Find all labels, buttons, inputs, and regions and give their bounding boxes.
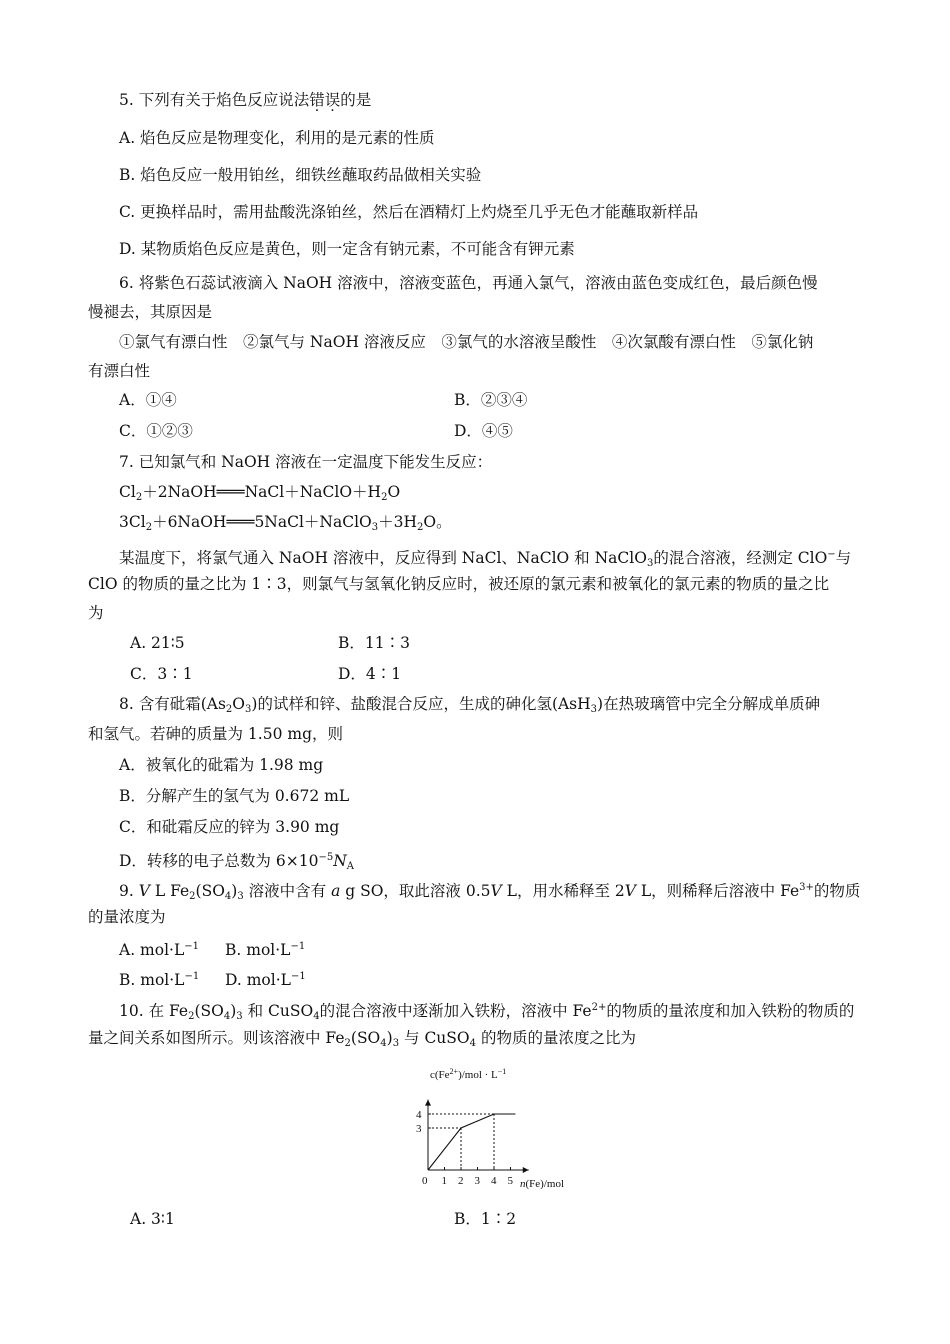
- q7-option-b: B．11∶3: [338, 634, 410, 652]
- q9-option-d: D. $mol\cdot L^{-1}$: [225, 971, 306, 989]
- q6-option-a: A．①④: [119, 391, 177, 409]
- chart-series-line: [428, 1114, 515, 1170]
- q8-option-d: D．转移的电子总数为 $6\times 10^{-5}N_A$: [119, 852, 354, 872]
- chart-x-tick-label: 3: [474, 1175, 480, 1187]
- chart-x-tick-label: 5: [507, 1175, 513, 1187]
- q8-option-a: A．被氧化的砒霜为 1.98 mg: [119, 756, 324, 774]
- q8-option-c: C．和砒霜反应的锌为 3.90 mg: [119, 818, 340, 836]
- q6-option-c: C．①②③: [119, 422, 193, 440]
- q7-condition-line2: ClO 的物质的量之比为 1∶3，则氯气与氢氧化钠反应时，被还原的氯元素和被氧化的氯元素的物质的量之比: [88, 575, 830, 593]
- q10-option-b: B．1∶2: [454, 1210, 517, 1228]
- q9-stem-line1: 9. V L $Fe_2(SO_4)_3$ 溶液中含有 a g SO，取此溶液 0.5V L，用水稀释至 2V L，则稀释后溶液中 $Fe^{3+}$的物质: [119, 882, 861, 902]
- q7-option-c: C．3∶1: [130, 665, 193, 683]
- q5-emph-2: 误: [324, 91, 341, 109]
- chart-y-axis-label: $c(Fe^{2+})$/mol · $L^{-1}$: [430, 1067, 507, 1081]
- q8-stem-line2: 和氢气。若砷的质量为 1.50 mg，则: [88, 725, 343, 743]
- chart-x-axis-label: n(Fe)/mol: [520, 1178, 564, 1190]
- chart-y-tick-label: 3: [416, 1123, 422, 1135]
- q6-statements-cont: 有漂白性: [88, 362, 151, 380]
- q7-equation-1: $Cl_2+2NaOH═══NaCl+NaClO+H_2O$: [119, 483, 401, 503]
- q5-option-b: B. 焰色反应一般用铂丝，细铁丝蘸取药品做相关实验: [119, 166, 482, 184]
- q10-stem-line1: 10. 在 $Fe_2(SO_4)_3$ 和 CuSO$_4$的混合溶液中逐渐加入铁粉，溶液中 $Fe^{2+}$的物质的量浓度和加入铁粉的物质的: [119, 1002, 855, 1022]
- chart-x-tick-label: 1: [441, 1175, 447, 1187]
- q5-stem: 5. 下列有关于焰色反应说法错误的是: [119, 91, 372, 109]
- q7-option-a: A. 21∶5: [130, 634, 185, 652]
- chart-x-tick-label: 2: [458, 1175, 464, 1187]
- q7-equation-2: $3Cl_2+6NaOH═══5NaCl+NaClO_3+3H_2O$。: [119, 513, 452, 533]
- q5-option-c: C. 更换样品时，需用盐酸洗涤铂丝，然后在酒精灯上灼烧至几乎无色才能蘸取新样品: [119, 203, 699, 221]
- q9-stem-line2: 的量浓度为: [88, 908, 166, 926]
- chart-x-tick-label: 4: [491, 1175, 497, 1187]
- q9-option-c: B. $mol\cdot L^{-1}$: [119, 971, 200, 989]
- q5-emph-1: 错: [309, 91, 325, 109]
- q9-option-b: B. $mol\cdot L^{-1}$: [225, 941, 306, 959]
- q7-stem: 7. 已知氯气和 NaOH 溶液在一定温度下能发生反应：: [119, 453, 493, 471]
- q7-condition-line3: 为: [88, 604, 104, 622]
- q6-stem-line2: 慢褪去，其原因是: [88, 303, 213, 321]
- chart-y-tick-label: 4: [416, 1109, 422, 1121]
- q6-option-b: B．②③④: [454, 391, 528, 409]
- q9-option-a: A. $mol\cdot L^{-1}$: [119, 941, 200, 959]
- q5-option-a: A. 焰色反应是物理变化，利用的是元素的性质: [119, 129, 435, 147]
- fe-concentration-chart: [400, 1062, 590, 1197]
- q7-option-d: D．4∶1: [338, 665, 402, 683]
- q10-stem-line2: 量之间关系如图所示。则该溶液中 $Fe_2(SO_4)_3$ 与 CuSO$_4$ 的物质的量浓度之比为: [88, 1029, 636, 1049]
- q8-stem-line1: 8. 含有砒霜$(As_2O_3)$的试样和锌、盐酸混合反应，生成的砷化氢(AsH$_3$)在热玻璃管中完全分解成单质砷: [119, 695, 821, 715]
- chart-x-tick-label: 0: [422, 1175, 428, 1187]
- chart-y-axis-arrow: [425, 1100, 431, 1106]
- q10-option-a: A. 3∶1: [130, 1210, 175, 1228]
- q6-option-d: D．④⑤: [454, 422, 513, 440]
- q7-condition-line1: 某温度下，将氯气通入 NaOH 溶液中，反应得到 NaCl、NaClO 和 NaClO$_3$的混合溶液，经测定 ClO−与: [119, 549, 852, 569]
- chart-x-axis-arrow: [523, 1167, 529, 1173]
- q6-statements: ①氯气有漂白性 ②氯气与 NaOH 溶液反应 ③氯气的水溶液呈酸性 ④次氯酸有漂白性 ⑤氯化钠: [119, 333, 814, 351]
- q8-option-b: B．分解产生的氢气为 0.672 mL: [119, 787, 350, 805]
- q5-option-d: D. 某物质焰色反应是黄色，则一定含有钠元素，不可能含有钾元素: [119, 240, 575, 258]
- q6-stem-line1: 6. 将紫色石蕊试液滴入 NaOH 溶液中，溶液变蓝色，再通入氯气，溶液由蓝色变成红色，最后颜色慢: [119, 274, 818, 292]
